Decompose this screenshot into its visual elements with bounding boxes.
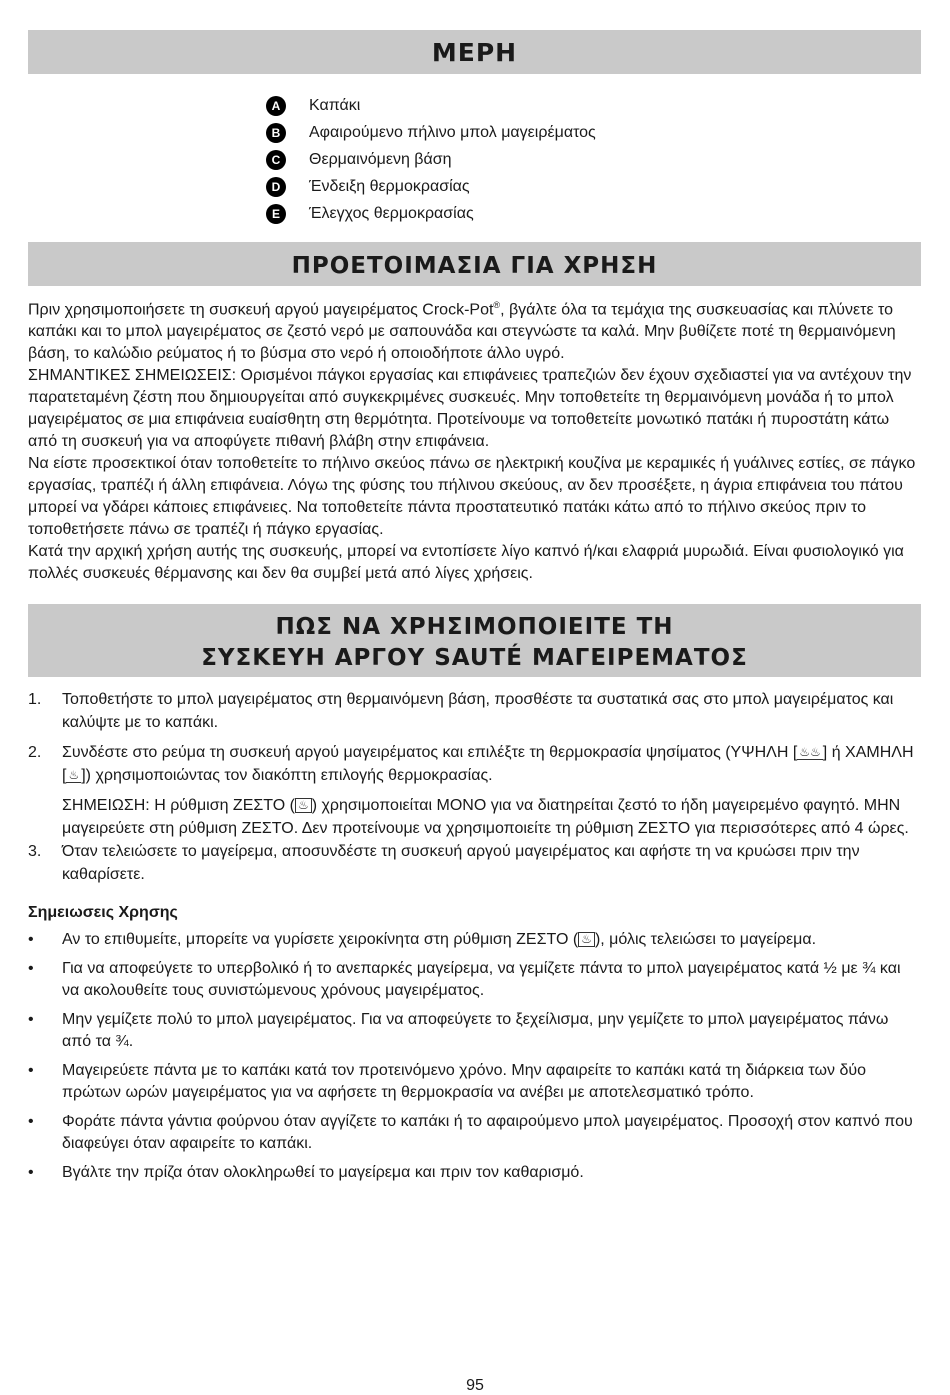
list-item-text: Βγάλτε την πρίζα όταν ολοκληρωθεί το μαγείρεμα και πριν τον καθαρισμό.: [62, 1164, 584, 1182]
list-item: [28, 1060, 921, 1104]
list-item-text: Μην γεμίζετε πολύ το μπολ μαγειρέματος. Για να αποφεύγετε το ξεχείλισμα, μην γεμίζετε το μπολ μαγειρέματος πάνω από τα ¾.: [62, 1011, 889, 1051]
list-item: [28, 1162, 921, 1184]
part-item: [266, 119, 921, 146]
bullet: •: [28, 1062, 34, 1080]
part-letter-badge: D: [266, 177, 286, 197]
list-item-text: Φοράτε πάντα γάντια φούρνου όταν αγγίζετε το καπάκι ή το αφαιρούμενο μπολ μαγειρέματος. Προσοχή στον καπνό που διαφεύγει όταν αφαιρείτε το καπάκι.: [62, 1113, 913, 1153]
part-letter-badge: E: [266, 204, 286, 224]
part-item: [266, 200, 921, 227]
part-label: Θερμαινόμενη βάση: [309, 150, 452, 168]
usage-notes-list: [28, 929, 921, 1184]
preparation-heading: ΠΡΟΕΤΟΙΜΑΣΙΑ ΓΙΑ ΧΡΗΣΗ: [28, 242, 921, 286]
list-item: [28, 1111, 921, 1155]
step-text: Τοποθετήστε το μπολ μαγειρέματος στη θερμαινόμενη βάση, προσθέστε τα συστατικά σας στο μπολ μαγειρέματος και καλύψτε με το καπάκι.: [62, 691, 894, 732]
part-item: [266, 173, 921, 200]
warm-setting-icon: ♨: [295, 798, 312, 813]
part-label: Αφαιρούμενο πήλινο μπολ μαγειρέματος: [309, 123, 596, 141]
prep-paragraph: Να είστε προσεκτικοί όταν τοποθετείτε το πήλινο σκεύος πάνω σε ηλεκτρική κουζίνα με κεραμικές ή γυάλινες εστίες, σε πάγκο εργασίας, τραπέζι ή άλλη επιφάνεια. Λόγω της φύσης του πήλινου σκεύους, αν δεν προσέξετε, η άγρια επιφάνεια του πάτου μπορεί να γδάρει κάποιες επιφάνειες. Να τοποθετείτε πάντα προστατευτικό πατάκι κάτω από το πήλινο σκεύος πριν το τοποθετήσετε πάνω σε τραπέζι ή πάγκο εργασίας.: [28, 455, 916, 539]
part-label: Ένδειξη θερμοκρασίας: [309, 177, 470, 195]
part-item: [266, 146, 921, 173]
usage-heading-line: ΠΩΣ ΝΑ ΧΡΗΣΙΜΟΠΟΙΕΙΤΕ ΤΗ: [275, 614, 674, 641]
bullet: •: [28, 931, 34, 949]
bullet: •: [28, 1113, 34, 1131]
page-number: 95: [466, 1377, 484, 1394]
list-item-text: Αν το επιθυμείτε, μπορείτε να γυρίσετε χειροκίνητα στη ρύθμιση ΖΕΣΤΟ ( ♨ ), μόλις τελειώσει το μαγείρεμα.: [62, 931, 817, 949]
step-item: [28, 840, 921, 886]
preparation-section: [28, 294, 921, 585]
important-notes-paragraph: ΣΗΜΑΝΤΙΚΕΣ ΣΗΜΕΙΩΣΕΙΣ: Ορισμένοι πάγκοι εργασίας και επιφάνειες τραπεζιών δεν έχουν σχεδιαστεί για να αντέχουν την παρατεταμένη ζέστη που δημιουργείται από συγκεκριμένες συσκευές. Μην τοποθετείτε τη θερμαινόμενη μονάδα ή το μπολ μαγειρέματος σε μια επιφάνεια ευαίσθητη στη θερμότητα. Προτείνουμε να τοποθετείτε μονωτικό πατάκι ή πυροστάτη κάτω από τη συσκευή για να αποφύγετε πιθανή βλάβη στην επιφάνεια.: [28, 367, 912, 451]
step-text: Όταν τελειώσετε το μαγείρεμα, αποσυνδέστε τη συσκευή αργού μαγειρέματος και αφήστε τη να κρυώσει πριν την καθαρίσετε.: [62, 843, 860, 884]
parts-heading: ΜΕΡΗ: [28, 30, 921, 74]
warm-setting-icon: ♨: [578, 932, 595, 947]
part-label: Καπάκι: [309, 96, 361, 114]
step-item: [28, 741, 921, 787]
bullet: •: [28, 960, 34, 978]
usage-heading-line: ΣΥΣΚΕΥΗ ΑΡΓΟΥ SAUTÉ ΜΑΓΕΙΡΕΜΑΤΟΣ: [201, 645, 748, 672]
high-heat-icon: ♨♨: [799, 745, 821, 760]
step-number: 1.: [28, 691, 42, 709]
prep-text: Πριν χρησιμοποιήσετε τη συσκευή αργού μαγειρέματος Crock-Pot: [28, 301, 494, 319]
manual-page: [28, 30, 921, 1184]
step2-note: ΣΗΜΕΙΩΣΗ: Η ρύθμιση ΖΕΣΤΟ ( ♨ ) χρησιμοποιείται ΜΟΝΟ για να διατηρείται ζεστό το ήδη μαγειρεμένο φαγητό. ΜΗΝ μαγειρεύετε στη ρύθμιση ΖΕΣΤΟ. Δεν προτείνουμε να χρησιμοποιείτε τη ρύθμιση ΖΕΣΤΟ για περισσότερες από 4 ώρες.: [62, 797, 909, 838]
steps-list: [28, 688, 921, 886]
step-number: 2.: [28, 744, 42, 762]
list-item: [28, 958, 921, 1002]
usage-heading: [28, 604, 921, 677]
list-item: [28, 929, 921, 951]
bullet: •: [28, 1164, 34, 1182]
part-label: Έλεγχος θερμοκρασίας: [309, 204, 474, 222]
bullet: •: [28, 1011, 34, 1029]
prep-paragraph: Κατά την αρχική χρήση αυτής της συσκευής, μπορεί να εντοπίσετε λίγο καπνό ή/και ελαφριά μυρωδιά. Είναι φυσιολογικό για πολλές συσκευές θέρμανσης και δεν θα συμβεί μετά από λίγες χρήσεις.: [28, 543, 904, 583]
part-item: [266, 92, 921, 119]
registered-mark: ®: [493, 300, 501, 310]
part-letter-badge: A: [266, 96, 286, 116]
prep-paragraph: [28, 294, 921, 365]
step-item: [28, 688, 921, 734]
low-heat-icon: ♨: [68, 768, 80, 783]
part-letter-badge: B: [266, 123, 286, 143]
prep-text: , βγάλτε όλα τα τεμάχια της συσκευασίας και πλύνετε το καπάκι και το μπολ μαγειρέματος σε ζεστό νερό με σαπουνάδα και στεγνώστε τα καλά. Μην βυθίζετε ποτέ τη θερμαινόμενη βάση, το καλώδιο ρεύματος ή το βύσμα στο νερό ή οποιοδήποτε άλλο υγρό.: [28, 301, 896, 363]
step-text: Συνδέστε στο ρεύμα τη συσκευή αργού μαγειρέματος και επιλέξτε τη θερμοκρασία ψησίματος (ΥΨΗΛΗ [ ♨♨ ] ή ΧΑΜΗΛΗ [ ♨ ]) χρησιμοποιώντας τον διακόπτη επιλογής θερμοκρασίας.: [62, 744, 914, 785]
step-number: 3.: [28, 843, 42, 861]
list-item-text: Για να αποφεύγετε το υπερβολικό ή το ανεπαρκές μαγείρεμα, να γεμίζετε πάντα το μπολ μαγειρέματος κατά ½ με ¾ και να ακολουθείτε τους συνιστώμενους χρόνους μαγειρέματος.: [62, 960, 901, 1000]
usage-notes-title: Σημειωσεις Χρησης: [28, 904, 178, 922]
list-item: [28, 1009, 921, 1053]
list-item-text: Μαγειρεύετε πάντα με το καπάκι κατά τον προτεινόμενο χρόνο. Μην αφαιρείτε το καπάκι κατά τη διάρκεια των δύο πρώτων ωρών μαγειρέματος για να αφήσετε τη θερμοκρασία να ανέβει με αποτελεσματικό τρόπο.: [62, 1062, 866, 1102]
part-letter-badge: C: [266, 150, 286, 170]
parts-list: [266, 92, 921, 227]
